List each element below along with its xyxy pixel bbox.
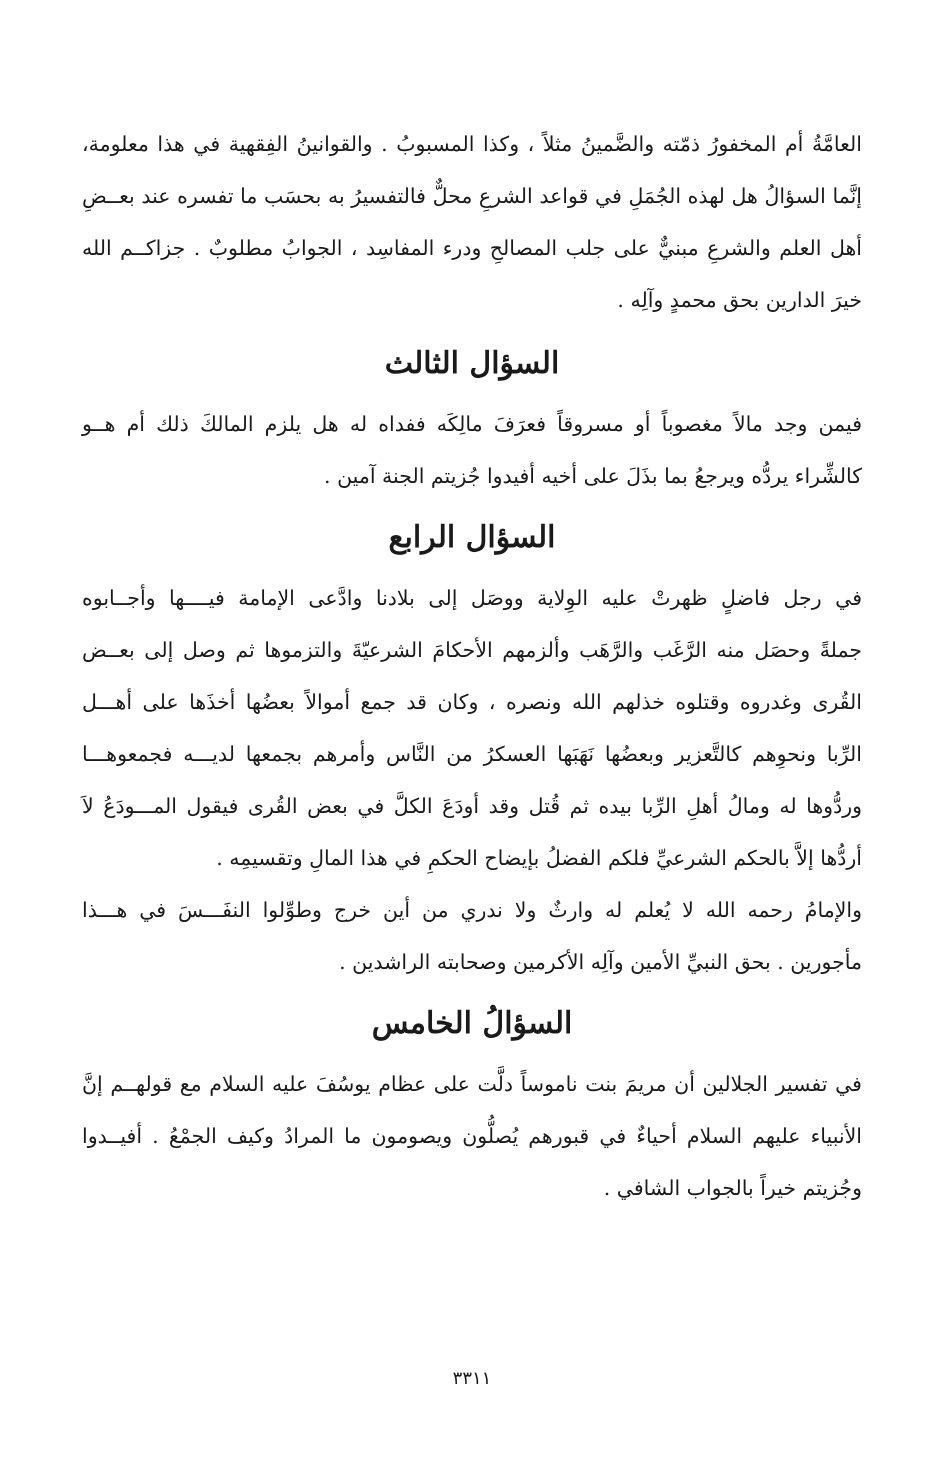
- text-line: العامَّةُ أم المخفورُ ذمّته والضَّمينُ مثلاً ، وكذا المسبوبُ . والقوانينُ الفِقهية في هذا معلومة،: [82, 132, 862, 156]
- text-line: في رجل فاضلٍ ظهرتْ عليه الوِلاية ووصَل إلى بلادنا وادَّعى الإمامة فيــــها وأجــابوه: [82, 586, 862, 610]
- document-page: [82, 118, 862, 1214]
- text-line: الرِّبا ونحوِهم كالتَّعزير وبعضُها نَهَبَها العسكرُ من النَّاس وأمرهم بجمعها لديـــه فجمعوهـــا: [82, 742, 862, 766]
- text-line: أردُّها إلاَّ بالحكم الشرعيِّ فلكم الفضلُ بإيضاح الحكمِ في هذا المالِ وتقسيمِه .: [216, 846, 862, 870]
- text-line: إنَّما السؤالُ هل لهذه الجُمَلِ في قواعد الشرعِ محلٌّ فالتفسيرُ به بحسَب ما تفسره عند بعــضِ: [82, 184, 862, 208]
- section-heading-q3: السؤال الثالث: [384, 346, 560, 381]
- text-line: أهل العلم والشرعِ مبنيٌّ على جلب المصالحِ ودرء المفاسِد ، الجوابُ مطلوبٌ . جزاكــم الله: [82, 236, 862, 260]
- text-line: فيمن وجد مالاً مغصوباً أو مسروقاً فعرَفَ مالِكَه ففداه له هل يلزم المالكَ ذلك أم هــو: [82, 412, 862, 436]
- text-line: الأنبياء عليهم السلام أحياءٌ في قبورهم يُصلُّون ويصومون ما المرادُ وكيف الجمْعُ . أفيــدوا: [82, 1124, 862, 1148]
- text-line: مأجورين . بحق النبيِّ الأمين وآلِه الأكرمين وصحابته الراشدين .: [339, 950, 862, 974]
- q5-paragraph: [82, 1058, 862, 1214]
- text-line: جملةً وحصَل منه الرَّغَب والرَّهَب وألزمهم الأحكامَ الشرعيّةَ والتزموها ثم وصل إلى بعــض: [82, 638, 862, 662]
- text-line: وردُّوها له ومالُ أهلِ الرِّبا بيده ثم قُتل وقد أودَعَ الكلَّ في بعض القُرى فيقول المـــودَعُ لاَ: [82, 794, 862, 818]
- section-heading-q4: السؤال الرابع: [388, 520, 556, 555]
- page-number: ٣٣١١: [452, 1368, 492, 1389]
- text-line: كالشِّراء يردُّه ويرجعُ بما بذَلَ على أخيه أفيدوا جُزيتم الجنة آمين .: [324, 464, 862, 488]
- section-heading-q5: السؤالُ الخامس: [371, 1006, 573, 1041]
- text-line: خيرَ الدارين بحق محمدٍ وآلِه .: [617, 288, 862, 312]
- q3-paragraph: [82, 398, 862, 502]
- text-line: والإمامُ رحمه الله لا يُعلم له وارثٌ ولا ندري من أين خرج وطوِّلوا النفَـــسَ في هـــذا: [82, 898, 862, 922]
- intro-paragraph: [82, 118, 862, 326]
- q4-paragraph: [82, 572, 862, 988]
- text-line: في تفسير الجلالين أن مريمَ بنت ناموساً دلَّت على عظام يوسُفَ عليه السلام مع قولهــم إنَّ: [82, 1072, 862, 1096]
- text-line: القُرى وغدروه وقتلوه خذلهم الله ونصره ، وكان قد جمع أموالاً بعضُها أخذَها على أهـــل: [82, 690, 862, 714]
- text-line: وجُزيتم خيراً بالجواب الشافي .: [603, 1176, 862, 1200]
